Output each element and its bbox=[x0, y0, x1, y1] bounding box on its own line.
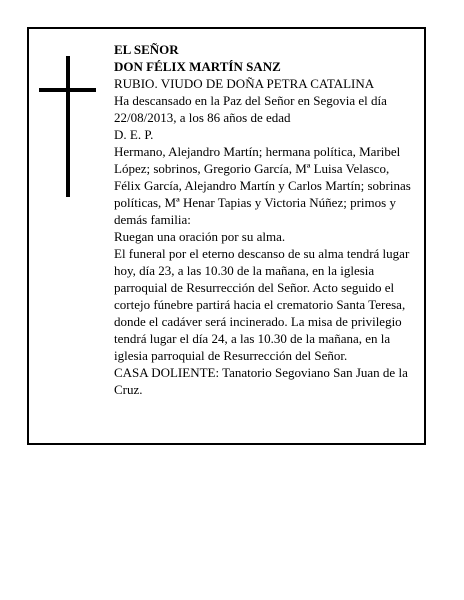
obituary-text bbox=[114, 41, 417, 398]
cross-vertical-bar bbox=[66, 56, 70, 197]
obituary-notice bbox=[27, 27, 426, 445]
family-members: Hermano, Alejandro Martín; hermana política, Maribel López; sobrinos, Gregorio García, Mª Luisa Velasco, Félix García, Alejandro Martín y Carlos Martín; sobrinas políticas, Mª Henar Tapias y Victoria Núñez; primos y demás familia: bbox=[114, 144, 411, 227]
prayer-request: Ruegan una oración por su alma. bbox=[114, 229, 286, 244]
funeral-details: El funeral por el eterno descanso de su alma tendrá lugar hoy, día 23, a las 10.30 de la mañana, en la iglesia parroquial de Resurrección del Señor. Acto seguido el cortejo fúnebre partirá hacia el crematorio Santa Teresa, donde el cadáver será incinerado. La misa de privilegio tendrá lugar el día 24, a las 10.30 de la mañana, en la iglesia parroquial de Resurrección del Señor. bbox=[114, 246, 410, 363]
death-notice: Ha descansado en la Paz del Señor en Segovia el día 22/08/2013, a los 86 años de edad bbox=[114, 93, 387, 125]
honorific: EL SEÑOR bbox=[114, 42, 179, 57]
mourning-house: CASA DOLIENTE: Tanatorio Segoviano San Juan de la Cruz. bbox=[114, 365, 408, 397]
cross-horizontal-bar bbox=[39, 88, 96, 92]
dep-line: D. E. P. bbox=[114, 127, 154, 142]
surname-and-status: RUBIO. VIUDO DE DOÑA PETRA CATALINA bbox=[114, 76, 375, 91]
deceased-name: DON FÉLIX MARTÍN SANZ bbox=[114, 59, 281, 74]
